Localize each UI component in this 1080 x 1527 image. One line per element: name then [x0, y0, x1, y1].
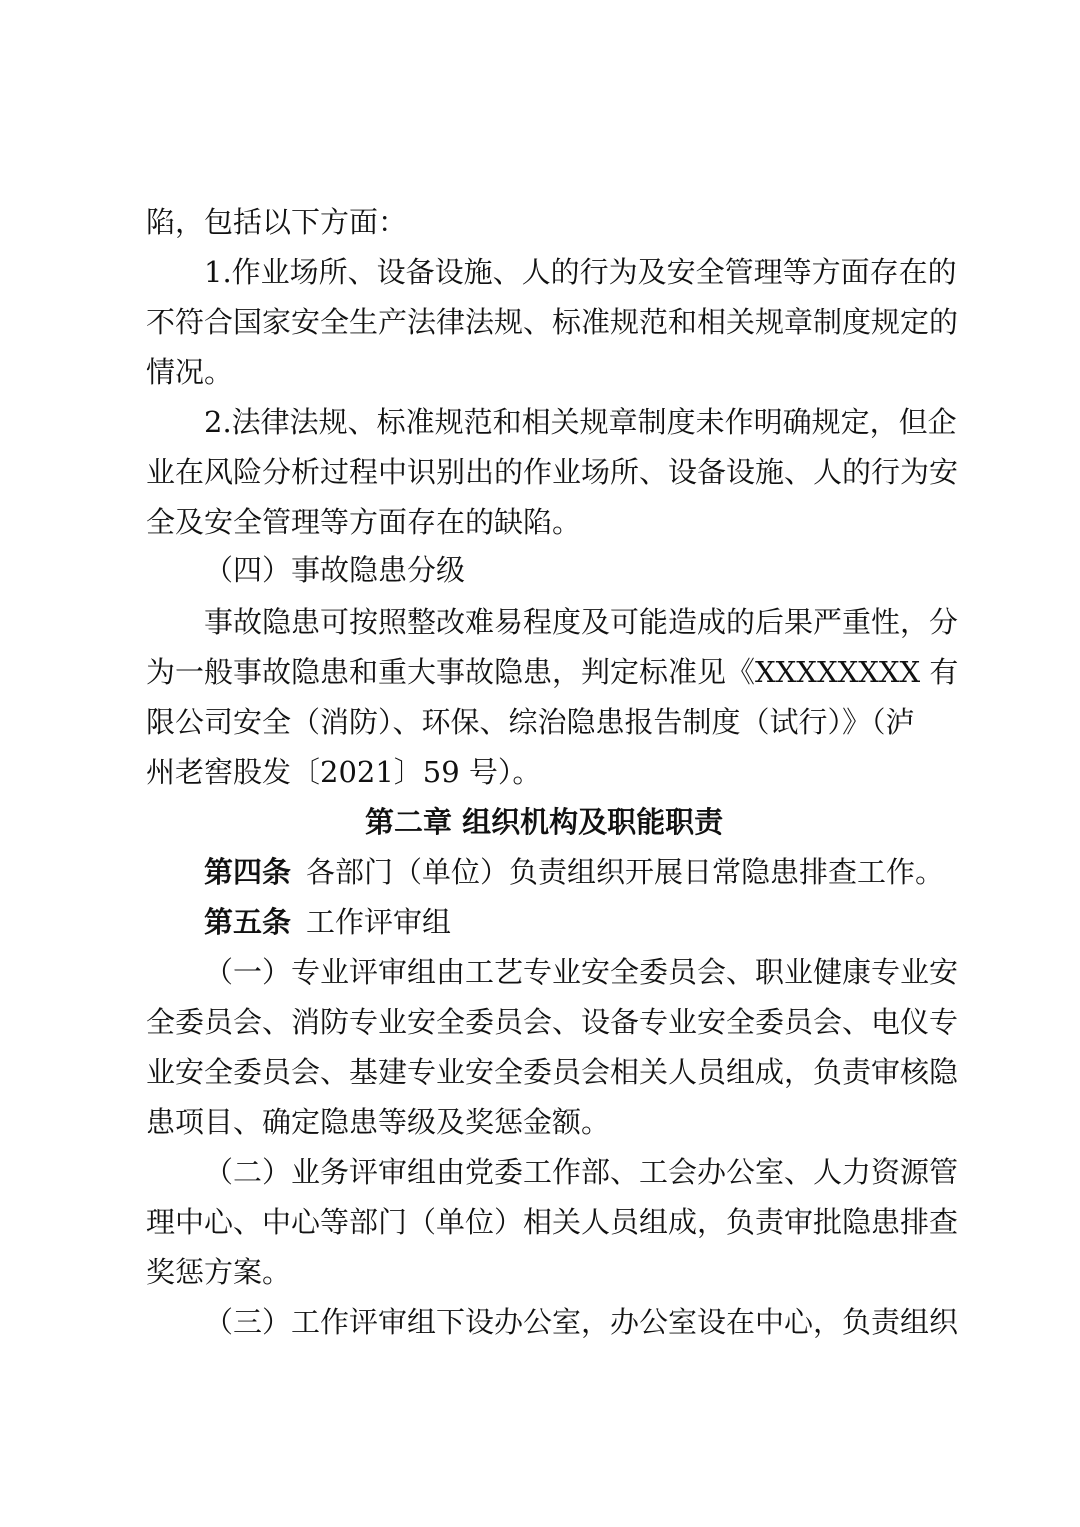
text-line — [0, 845, 1080, 899]
text-line — [0, 1145, 1080, 1199]
list-item-1-continued: 不符合国家安全生产法律法规、标准规范和相关规章制度规定的 — [146, 305, 959, 339]
list-item-1: 1.作业场所、设备设施、人的行为及安全管理等方面存在的 — [204, 255, 957, 289]
text-line — [0, 345, 1080, 399]
article-5-label: 第五条 — [204, 905, 292, 939]
paragraph-continued: 限公司安全（消防）、环保、综治隐患报告制度（试行）》（泸 — [146, 705, 915, 739]
text-line — [0, 245, 1080, 299]
text-line — [0, 1245, 1080, 1299]
text-line — [0, 543, 1080, 597]
text-line — [0, 195, 1080, 249]
item-two: （二）业务评审组由党委工作部、工会办公室、人力资源管 — [204, 1155, 959, 1189]
text-line — [0, 1195, 1080, 1249]
text-line — [0, 595, 1080, 649]
list-item-1-continued: 情况。 — [146, 355, 234, 389]
text-line — [0, 445, 1080, 499]
item-one-continued: 患项目、确定隐患等级及奖惩金额。 — [146, 1105, 611, 1139]
text-line — [0, 1045, 1080, 1099]
text-line — [0, 695, 1080, 749]
text-line — [0, 395, 1080, 449]
list-item-2: 2.法律法规、标准规范和相关规章制度未作明确规定，但企 — [204, 405, 957, 439]
section-heading-4: （四）事故隐患分级 — [204, 553, 466, 587]
article-4-text: 各部门（单位）负责组织开展日常隐患排查工作。 — [306, 855, 945, 889]
chapter-title: 第二章 组织机构及职能职责 — [365, 805, 724, 839]
list-item-2-continued: 全及安全管理等方面存在的缺陷。 — [146, 505, 582, 539]
article-5-text: 工作评审组 — [306, 905, 452, 939]
article-4-label: 第四条 — [204, 855, 292, 889]
text-line — [0, 995, 1080, 1049]
item-three: （三）工作评审组下设办公室，办公室设在中心，负责组织 — [204, 1305, 959, 1339]
list-item-2-continued: 业在风险分析过程中识别出的作业场所、设备设施、人的行为安 — [146, 455, 959, 489]
item-one-continued: 业安全委员会、基建专业安全委员会相关人员组成，负责审核隐 — [146, 1055, 959, 1089]
text-line — [0, 745, 1080, 799]
paragraph-hazard-grading: 事故隐患可按照整改难易程度及可能造成的后果严重性，分 — [204, 605, 959, 639]
text-line — [0, 1295, 1080, 1349]
item-one-continued: 全委员会、消防专业安全委员会、设备专业安全委员会、电仪专 — [146, 1005, 959, 1039]
text-line — [0, 495, 1080, 549]
text-line — [0, 945, 1080, 999]
item-two-continued: 理中心、中心等部门（单位）相关人员组成，负责审批隐患排查 — [146, 1205, 959, 1239]
text-line — [0, 295, 1080, 349]
item-one: （一）专业评审组由工艺专业安全委员会、职业健康专业安 — [204, 955, 959, 989]
text-line — [0, 645, 1080, 699]
paragraph-continued: 州老窖股发〔2021〕59 号）。 — [146, 755, 542, 789]
paragraph-continuation: 陷，包括以下方面： — [146, 205, 408, 239]
text-line — [0, 895, 1080, 949]
text-line — [0, 1095, 1080, 1149]
paragraph-continued: 为一般事故隐患和重大事故隐患，判定标准见《XXXXXXXX 有 — [146, 655, 959, 689]
item-two-continued: 奖惩方案。 — [146, 1255, 292, 1289]
text-line — [0, 795, 1080, 849]
